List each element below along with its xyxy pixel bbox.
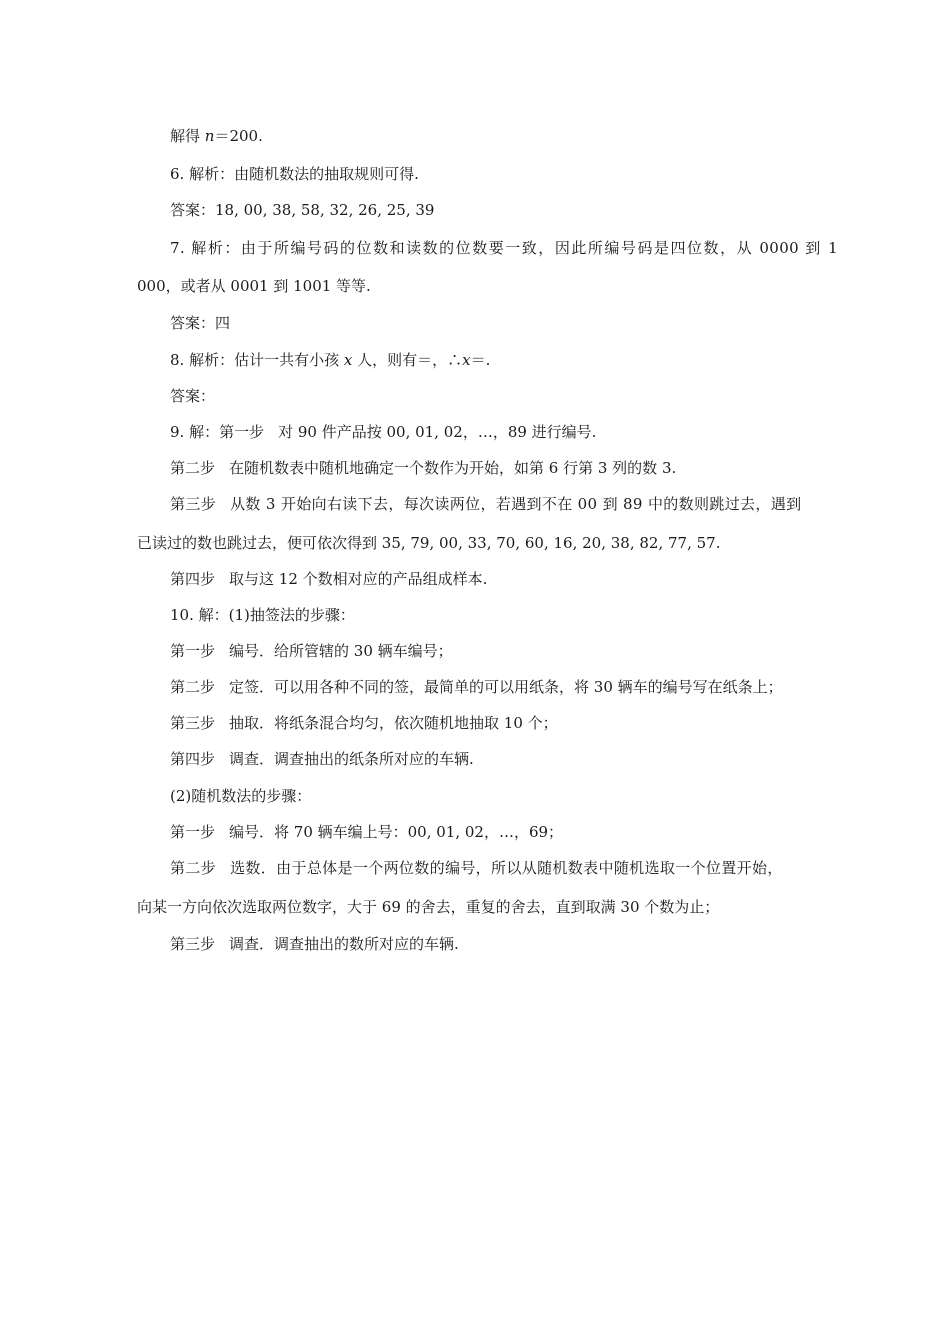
problem-8-answer: 答案： xyxy=(170,387,216,405)
problem-7-answer: 答案：四 xyxy=(170,314,231,332)
problem-10-heading: 10. 解：(1)抽签法的步骤： xyxy=(170,606,355,624)
problem-9-step-3-line-1: 第三步 从数 3 开始向右读下去，每次读两位，若遇到不在 00 到 89 中的数则跳过去，遇到 xyxy=(170,495,802,513)
random-step-2-line-1: 第二步 选数．由于总体是一个两位数的编号，所以从随机数表中随机选取一个位置开始， xyxy=(170,859,783,877)
problem-6-analysis: 6. 解析：由随机数法的抽取规则可得. xyxy=(170,165,419,183)
variable-x: x xyxy=(343,351,353,369)
lottery-step-2: 第二步 定签．可以用各种不同的签，最简单的可以用纸条，将 30 辆车的编号写在纸条上； xyxy=(170,678,783,696)
random-step-3: 第三步 调查．调查抽出的数所对应的车辆. xyxy=(170,935,459,953)
problem-9-step-4: 第四步 取与这 12 个数相对应的产品组成样本. xyxy=(170,570,488,588)
solution-result-line: 解得 n＝200. xyxy=(170,127,263,145)
random-step-1: 第一步 编号．将 70 辆车编上号：00, 01, 02，…，69； xyxy=(170,823,564,841)
problem-8-analysis: 8. 解析：估计一共有小孩 x 人，则有＝，∴x＝. xyxy=(170,351,491,369)
lottery-step-3: 第三步 抽取．将纸条混合均匀，依次随机地抽取 10 个； xyxy=(170,714,558,732)
random-number-heading: (2)随机数法的步骤： xyxy=(170,787,312,805)
problem-7-analysis-line-2: 000，或者从 0001 到 1001 等等. xyxy=(137,277,371,295)
lottery-step-4: 第四步 调查．调查抽出的纸条所对应的车辆. xyxy=(170,750,474,768)
problem-7-analysis-line-1: 7. 解析：由于所编号码的位数和读数的位数要一致，因此所编号码是四位数，从 0000 到 1 xyxy=(170,239,838,257)
problem-9-step-2: 第二步 在随机数表中随机地确定一个数作为开始，如第 6 行第 3 列的数 3. xyxy=(170,459,677,477)
problem-9-step-3-line-2: 已读过的数也跳过去，便可依次得到 35, 79, 00, 33, 70, 60, 16, 20, 38, 82, 77, 57. xyxy=(137,534,721,552)
variable-x: x xyxy=(462,351,471,369)
problem-6-answer: 答案：18, 00, 38, 58, 32, 26, 25, 39 xyxy=(170,201,435,219)
problem-9-step-1: 9. 解：第一步 对 90 件产品按 00, 01, 02，…，89 进行编号. xyxy=(170,423,597,441)
lottery-step-1: 第一步 编号．给所管辖的 30 辆车编号； xyxy=(170,642,453,660)
variable-n: n xyxy=(204,127,215,145)
random-step-2-line-2: 向某一方向依次选取两位数字，大于 69 的舍去，重复的舍去，直到取满 30 个数为止； xyxy=(137,898,720,916)
